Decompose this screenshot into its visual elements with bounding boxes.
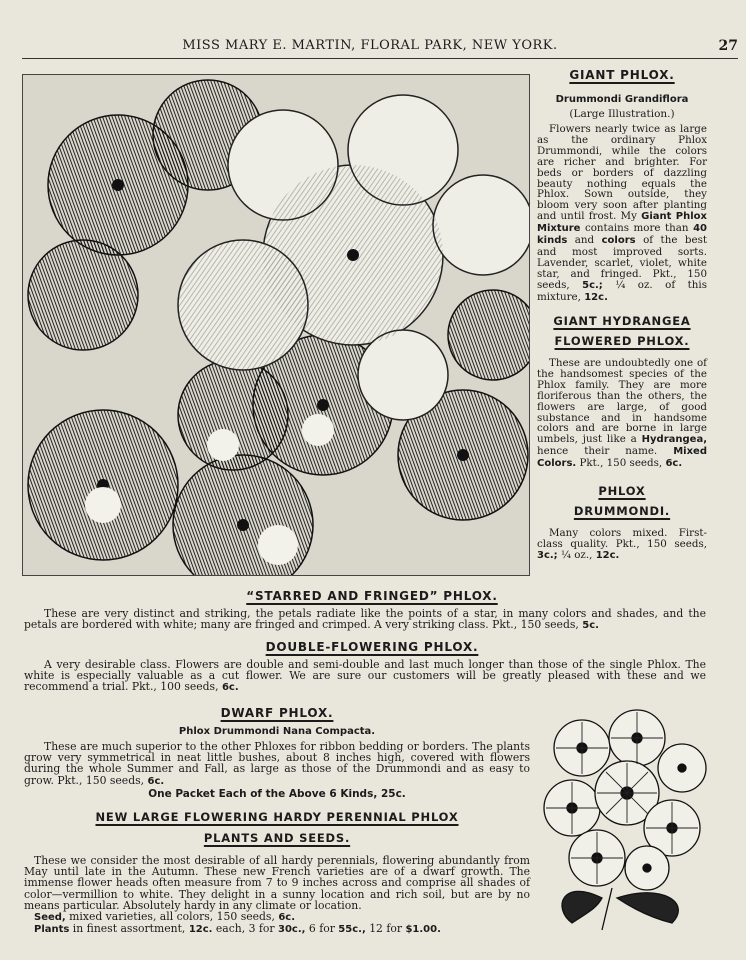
drummondi-heading-line1: PHLOX: [598, 484, 646, 498]
giant-phlox-heading: GIANT PHLOX.: [569, 68, 675, 82]
page-header: [0, 38, 746, 60]
starred-phlox-drawing: [542, 708, 708, 934]
hydrangea-heading-line1: GIANT HYDRANGEA: [553, 314, 691, 328]
drummondi-heading-line2: DRUMMONDI.: [573, 504, 671, 518]
perennial-description: These we consider the most desirable of all hardy perennials, flowering abundantly from May until late in the Autumn. These new French varieties are of a dwarf growth. The immense flower heads often measure from 7 to 9 inches across and comprise all shades of color—vermillion to white. They delight in a sunny location and rich soil, but are by no means particular. Absolutely hardy in any climate or location. Seed, mixed varieties, all colors, 150 seeds, 6c. Plants in finest assortment, 12c. each, 3 for 30c., 6 for 55c., 12 for $1.00.: [24, 854, 530, 936]
giant-phlox-description: Flowers nearly twice as large as the ordinary Phlox Drummondi, while the colors are richer and brighter. For beds or borders of dazzling beauty nothing equals the Phlox. Sown outside, they bloom very soon after planting and until frost. My Giant Phlox Mixture contains more than 40 kinds and colors of the best and most improved sorts. Lavender, scarlet, violet, white star, and fringed. Pkt., 150 seeds, 5c.; ¼ oz. of this mixture, 12c.: [537, 123, 708, 303]
dwarf-heading: DWARF PHLOX.: [220, 706, 334, 720]
seed-price-line: Seed, mixed varieties, all colors, 150 seeds, 6c.: [34, 910, 296, 924]
drummondi-description: Many colors mixed. First-class quality. Pkt., 150 seeds, 3c.; ¼ oz., 12c.: [537, 527, 707, 561]
dwarf-subheading: Phlox Drummondi Nana Compacta.: [178, 726, 376, 737]
hydrangea-description: These are undoubtedly one of the handsomest species of the Phlox family. They are more floriferous than the others, the flowers are large, of good substance and in handsome colors and are borne in large umbels, just like a Hydrangea, hence their name. Mixed Colors. Pkt., 150 seeds, 6c.: [537, 357, 707, 470]
hydrangea-section: [537, 314, 707, 470]
giant-phlox-note: (Large Illustration.): [569, 108, 675, 120]
double-description: A very desirable class. Flowers are double and semi-double and last much longer than those of the single Phlox. The white is especially valuable as a cut flower. We are sure our customers will be greatly pleased with these and we recommend a trial. Pkt., 100 seeds, 6c.: [24, 658, 706, 694]
double-heading: DOUBLE-FLOWERING PHLOX.: [265, 640, 479, 654]
giant-phlox-subheading: Drummondi Grandiflora: [555, 94, 689, 105]
page-number: 27: [718, 38, 738, 54]
perennial-heading-line1: NEW LARGE FLOWERING HARDY PERENNIAL PHLOX: [95, 810, 459, 824]
perennial-heading-line2: PLANTS AND SEEDS.: [203, 831, 351, 845]
plants-price-line: Plants in finest assortment, 12c. each, 3 for 30c., 6 for 55c., 12 for $1.00.: [34, 922, 441, 936]
starred-heading: “STARRED AND FRINGED” PHLOX.: [246, 589, 498, 603]
drummondi-section: [537, 484, 707, 562]
hydrangea-heading-line2: FLOWERED PHLOX.: [554, 334, 690, 348]
starred-phlox-illustration: [542, 708, 708, 934]
header-rule: [22, 58, 738, 59]
giant-phlox-illustration: [22, 74, 530, 576]
giant-phlox-section: [537, 68, 707, 304]
page-title: MISS MARY E. MARTIN, FLORAL PARK, NEW YORK.: [182, 38, 558, 53]
dwarf-description: These are much superior to the other Phloxes for ribbon bedding or borders. The plants grow very symmetrical in neat little bushes, about 8 inches high, covered with flowers during the whole Summer and Fall, as large as those of the Drummondi and as easy to grow. Pkt., 150 seeds, 6c.: [24, 740, 530, 787]
starred-description: These are very distinct and striking, the petals radiate like the points of a star, in many colors and shades, and the petals are bordered with white; many are fringed and crimped. A very striking class. Pkt., 150 seeds, 5c.: [24, 607, 706, 632]
phlox-bouquet-drawing: [23, 75, 529, 575]
packet-offer: One Packet Each of the Above 6 Kinds, 25c.: [148, 788, 406, 800]
